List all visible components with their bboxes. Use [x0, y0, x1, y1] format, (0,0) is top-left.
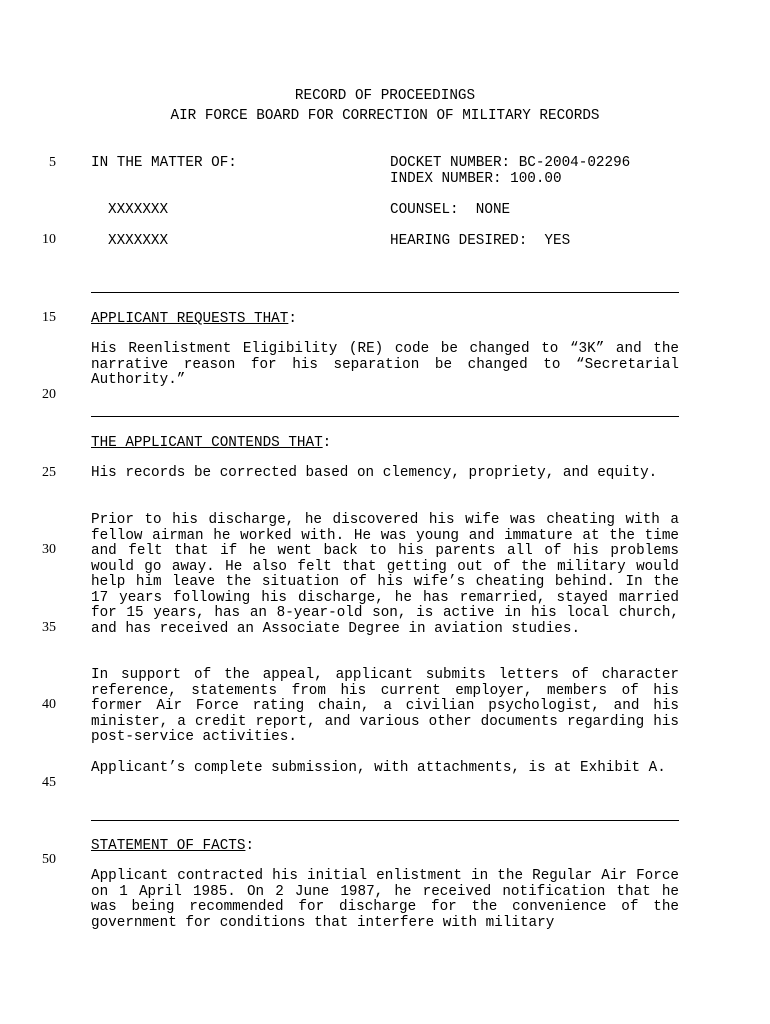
- matter-label: IN THE MATTER OF:: [91, 155, 237, 171]
- facts-paragraph-1: Applicant contracted his initial enlistment in the Regular Air Force on 1 April 1985. On 2 June 1987, he received notification that he was being recommended for discharge for the convenience of the government for conditions that interfere with military: [91, 868, 679, 931]
- line-number: 35: [42, 620, 56, 635]
- index-number: INDEX NUMBER: 100.00: [390, 171, 562, 187]
- section-divider: [91, 416, 679, 417]
- line-number: 40: [42, 697, 56, 712]
- counsel: COUNSEL: NONE: [390, 202, 511, 218]
- requests-heading: [91, 311, 297, 327]
- contends-paragraph-2: Prior to his discharge, he discovered his wife was cheating with a fellow airman he worked with. He was young and immature at the time and felt that if he went back to his parents all of his problems would go away. He also felt that getting out of the military would help him leave the situation of his wife’s cheating behind. In the 17 years following his discharge, he has remarried, stayed married for 15 years, has an 8-year-old son, is active in his local church, and has received an Associate Degree in aviation studies.: [91, 512, 679, 637]
- facts-heading-text: STATEMENT OF FACTS: [91, 838, 246, 854]
- contends-heading-colon: :: [322, 435, 332, 451]
- line-number: 5: [49, 155, 56, 170]
- contends-paragraph-3: In support of the appeal, applicant submits letters of character reference, statements from his current employer, members of his former Air Force rating chain, a civilian psychologist, and his minister, a credit report, and various other documents regarding his post-service activities.: [91, 667, 679, 745]
- section-divider: [91, 820, 679, 821]
- contends-paragraph-1: His records be corrected based on clemency, propriety, and equity.: [91, 465, 658, 481]
- facts-heading: [91, 838, 254, 854]
- line-number: 20: [42, 387, 56, 402]
- hearing-desired: HEARING DESIRED: YES: [390, 233, 571, 249]
- facts-heading-colon: :: [245, 838, 255, 854]
- line-number: 50: [42, 852, 56, 867]
- contends-heading: [91, 435, 331, 451]
- applicant-name-redacted: XXXXXXX: [108, 202, 169, 218]
- requests-body: His Reenlistment Eligibility (RE) code be changed to “3K” and the narrative reason for his separation be changed to “Secretarial Authority.”: [91, 341, 679, 388]
- board-name: AIR FORCE BOARD FOR CORRECTION OF MILITARY RECORDS: [170, 108, 600, 124]
- line-number: 10: [42, 232, 56, 247]
- contends-heading-text: THE APPLICANT CONTENDS THAT: [91, 435, 323, 451]
- docket-number: DOCKET NUMBER: BC-2004-02296: [390, 155, 631, 171]
- section-divider: [91, 292, 679, 293]
- line-number: 45: [42, 775, 56, 790]
- requests-heading-text: APPLICANT REQUESTS THAT: [91, 311, 289, 327]
- contends-paragraph-4: Applicant’s complete submission, with attachments, is at Exhibit A.: [91, 760, 666, 776]
- line-number: 25: [42, 465, 56, 480]
- applicant-ssn-redacted: XXXXXXX: [108, 233, 169, 249]
- line-number: 30: [42, 542, 56, 557]
- line-number: 15: [42, 310, 56, 325]
- document-title: RECORD OF PROCEEDINGS: [294, 88, 476, 104]
- requests-heading-colon: :: [288, 311, 297, 327]
